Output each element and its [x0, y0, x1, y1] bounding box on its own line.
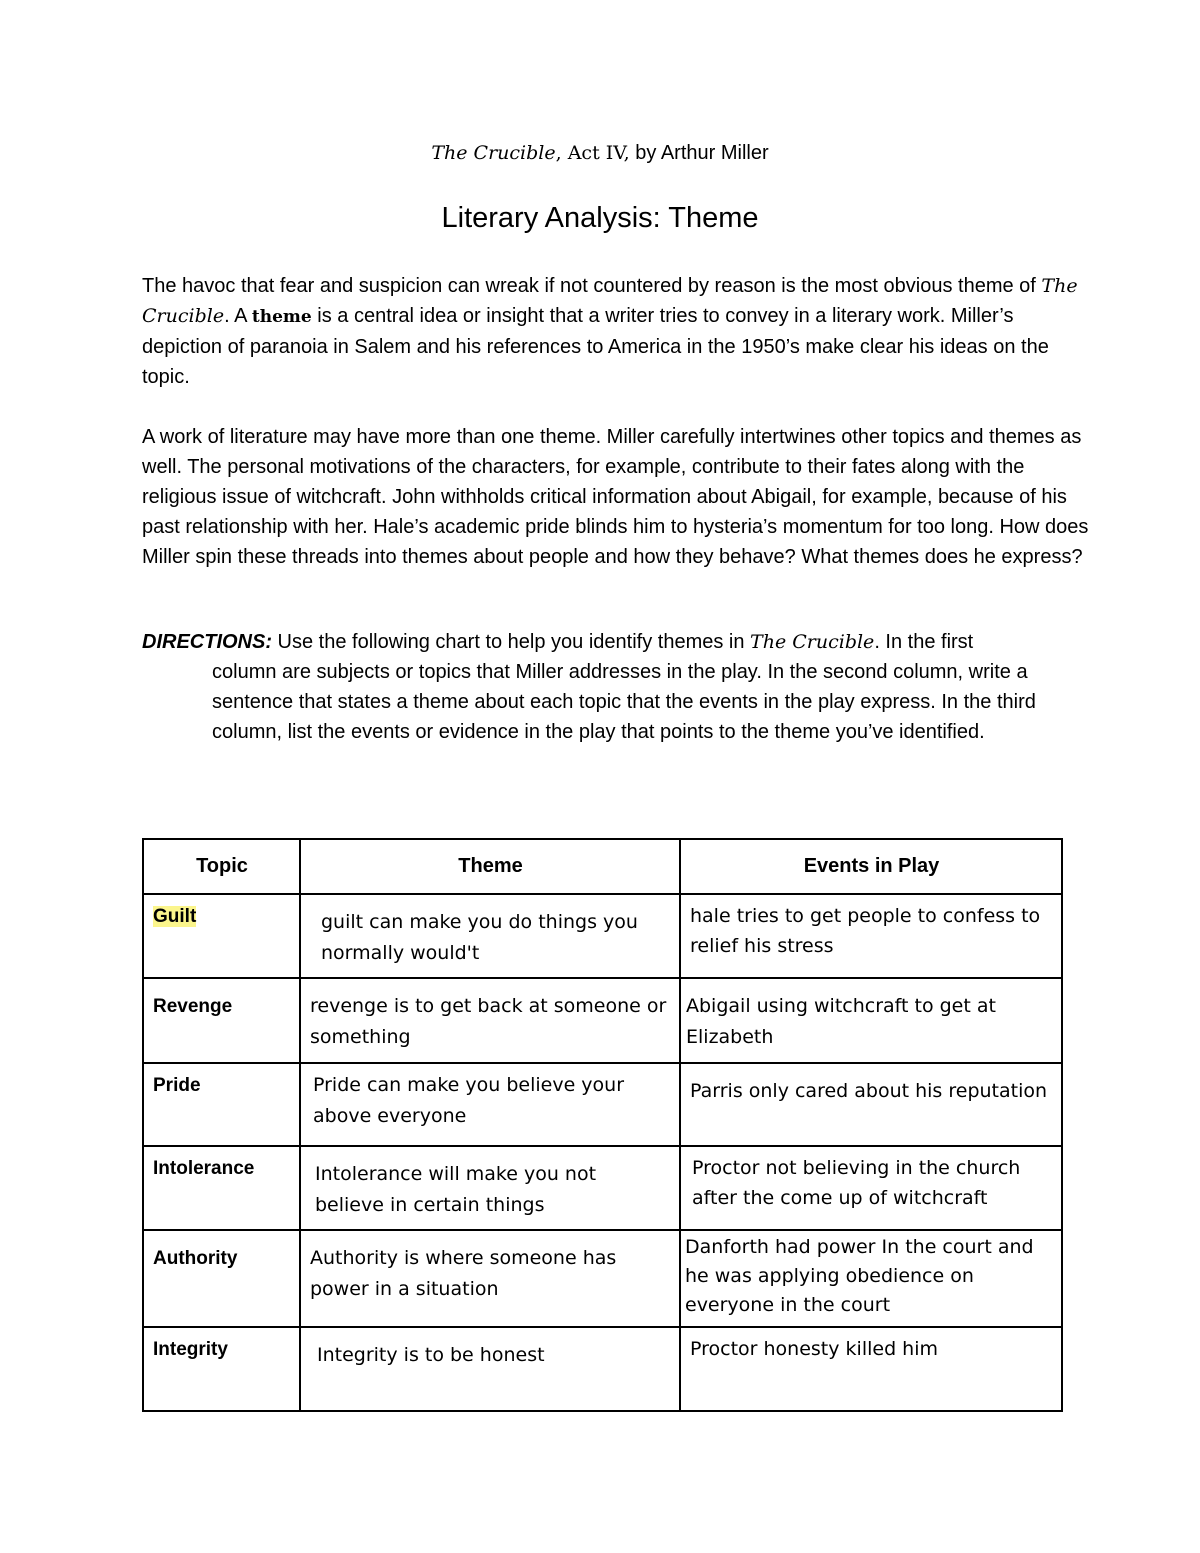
- events-cell[interactable]: Danforth had power In the court and he was applying obedience on everyone in the court: [680, 1230, 1062, 1327]
- table-row: [143, 1063, 1062, 1146]
- byline: by Arthur Miller: [629, 142, 769, 164]
- topic-cell: [143, 894, 300, 978]
- theme-cell[interactable]: Integrity is to be honest: [300, 1327, 680, 1411]
- theme-cell[interactable]: Pride can make you believe your above everyone: [300, 1063, 680, 1146]
- events-cell[interactable]: hale tries to get people to confess to relief his stress: [680, 894, 1062, 978]
- events-cell[interactable]: Abigail using witchcraft to get at Elizabeth: [680, 978, 1062, 1063]
- table-row: [143, 894, 1062, 978]
- intro-work-title: The Crucible: [142, 275, 1078, 327]
- context-paragraph: A work of literature may have more than one theme. Miller carefully intertwines other topics and themes as well. The personal motivations of the characters, for example, contribute to their fates along with the religious issue of witchcraft. John withholds critical information about Abigail, for example, because of his past relationship with her. Hale’s academic pride blinds him to hysteria’s momentum for too long. How does Miller spin these threads into themes about people and how they behave? What themes does he express?: [142, 426, 1089, 568]
- topic-cell[interactable]: Revenge: [143, 978, 300, 1063]
- theme-cell[interactable]: revenge is to get back at someone or something: [300, 978, 680, 1063]
- directions-text-rest: column are subjects or topics that Miller addresses in the play. In the second column, write a sentence that states a theme about each topic that the events in the play express. In the third column, list the events or evidence in the play that points to the theme you’ve identified.: [212, 661, 1036, 743]
- directions-text-1: Use the following chart to help you identify themes in: [272, 631, 751, 653]
- theme-cell[interactable]: Intolerance will make you not believe in certain things: [300, 1146, 680, 1230]
- intro-paragraph: [142, 271, 1092, 392]
- topic-cell[interactable]: Integrity: [143, 1327, 300, 1411]
- directions-work-title: The Crucible: [750, 631, 875, 653]
- header-events: Events in Play: [680, 839, 1062, 894]
- theme-cell[interactable]: Authority is where someone has power in a situation: [300, 1230, 680, 1327]
- theme-term: theme: [251, 307, 312, 327]
- intro-text-1: The havoc that fear and suspicion can wreak if not countered by reason is the most obvious theme of: [142, 275, 1042, 297]
- table-row: [143, 1146, 1062, 1230]
- directions-paragraph: [142, 627, 1092, 747]
- table-header-row: [143, 839, 1062, 894]
- highlighted-topic[interactable]: Guilt: [153, 906, 197, 927]
- document-header: [0, 142, 1200, 165]
- table-row: [143, 978, 1062, 1063]
- table-row: [143, 1327, 1062, 1411]
- events-cell[interactable]: Parris only cared about his reputation: [680, 1063, 1062, 1146]
- topic-cell[interactable]: Intolerance: [143, 1146, 300, 1230]
- intro-text-2: . A: [224, 305, 252, 327]
- directions-text-2: . In the first: [874, 631, 974, 653]
- theme-cell[interactable]: guilt can make you do things you normally would't: [300, 894, 680, 978]
- act-label: , Act IV,: [555, 142, 630, 164]
- intro-text-3: is a central idea or insight that a writer tries to convey in a literary work. Miller’s depiction of paranoia in Salem and his references to America in the 1950’s make clear his ideas on the topic.: [142, 305, 1049, 388]
- topic-cell[interactable]: Authority: [143, 1230, 300, 1327]
- table-row: [143, 1230, 1062, 1327]
- page-title: Literary Analysis: Theme: [441, 202, 759, 234]
- events-cell[interactable]: Proctor not believing in the church after the come up of witchcraft: [680, 1146, 1062, 1230]
- header-topic: Topic: [143, 839, 300, 894]
- theme-chart-table: [142, 838, 1063, 1412]
- events-cell[interactable]: Proctor honesty killed him: [680, 1327, 1062, 1411]
- work-title: The Crucible: [431, 142, 556, 164]
- directions-label: DIRECTIONS:: [142, 631, 272, 653]
- header-theme: Theme: [300, 839, 680, 894]
- topic-cell[interactable]: Pride: [143, 1063, 300, 1146]
